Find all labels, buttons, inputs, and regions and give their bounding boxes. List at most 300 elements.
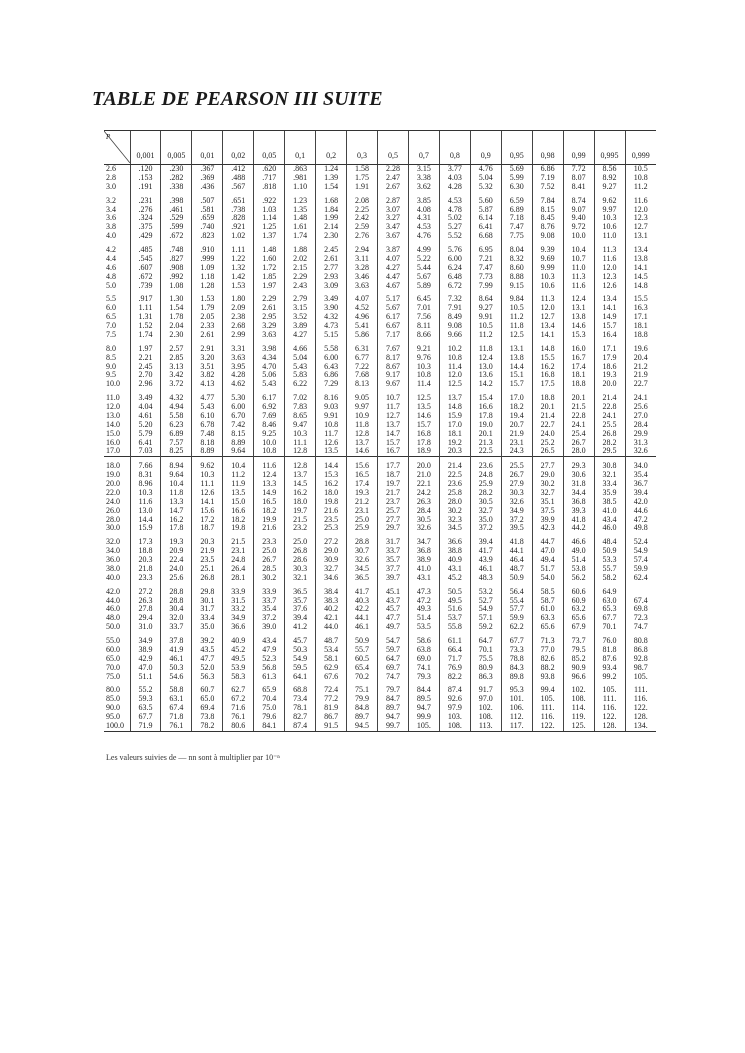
table-cell: 26.7 — [501, 471, 532, 480]
table-cell: 14.2 — [470, 380, 501, 389]
table-cell: 2.38 — [223, 313, 254, 322]
table-cell: 6.59 — [501, 197, 532, 206]
table-cell: 1.31 — [130, 313, 161, 322]
table-cell: 52.4 — [625, 538, 656, 547]
table-cell: 14.1 — [192, 498, 223, 507]
table-cell: 18.7 — [378, 471, 409, 480]
table-cell: 39.5 — [501, 524, 532, 533]
table-cell: 13.0 — [470, 363, 501, 372]
table-cell: 43.5 — [192, 646, 223, 655]
table-cell: 3.63 — [223, 354, 254, 363]
table-cell: 105. — [408, 722, 439, 731]
table-cell: 16.2 — [532, 363, 563, 372]
table-cell: 26.3 — [130, 597, 161, 606]
table-cell: 20.3 — [130, 556, 161, 565]
table-cell: 5.86 — [347, 331, 378, 340]
table-cell: 1.53 — [192, 295, 223, 304]
table-cell: 2.42 — [347, 214, 378, 223]
table-row — [104, 206, 656, 215]
table-cell: 102. — [470, 704, 501, 713]
table-cell: 11.8 — [470, 345, 501, 354]
table-cell: 23.1 — [501, 439, 532, 448]
table-cell: 6.17 — [254, 394, 285, 403]
table-cell: .981 — [285, 174, 316, 183]
table-cell: 7.91 — [439, 304, 470, 313]
table-cell — [625, 588, 656, 597]
table-cell: 1.39 — [316, 174, 347, 183]
table-cell: 12.5 — [501, 331, 532, 340]
table-cell: 18.2 — [223, 516, 254, 525]
table-cell: 31.7 — [378, 538, 409, 547]
table-cell: 1.61 — [285, 223, 316, 232]
table-cell: 22.1 — [408, 480, 439, 489]
table-cell: 2.99 — [223, 331, 254, 340]
row-label: 19.0 — [106, 471, 120, 480]
table-cell: .992 — [161, 273, 192, 282]
table-row — [104, 232, 656, 241]
table-cell: 8.46 — [254, 421, 285, 430]
table-cell: 8.32 — [501, 255, 532, 264]
table-cell: 49.5 — [223, 655, 254, 664]
table-cell: 1.02 — [223, 232, 254, 241]
table-cell: 111. — [594, 695, 625, 704]
table-cell: 4.27 — [285, 331, 316, 340]
table-cell: 34.5 — [439, 524, 470, 533]
table-cell: 4.76 — [408, 232, 439, 241]
table-cell: 41.8 — [563, 516, 594, 525]
table-cell: 49.5 — [439, 597, 470, 606]
table-cell: 13.8 — [563, 313, 594, 322]
table-cell: .828 — [223, 214, 254, 223]
table-cell: 6.41 — [470, 223, 501, 232]
table-cell: 80.8 — [625, 637, 656, 646]
table-cell: .921 — [223, 223, 254, 232]
table-cell: 45.2 — [439, 574, 470, 583]
table-cell: 59.5 — [285, 664, 316, 673]
table-cell: 17.4 — [563, 363, 594, 372]
table-cell: 9.40 — [563, 214, 594, 223]
table-cell: 10.8 — [316, 421, 347, 430]
table-cell: 122. — [594, 713, 625, 722]
table-cell: 28.5 — [254, 565, 285, 574]
table-cell: 50.9 — [347, 637, 378, 646]
table-cell: 2.47 — [378, 174, 409, 183]
table-cell: 1.08 — [161, 282, 192, 291]
table-cell: 12.5 — [408, 394, 439, 403]
table-cell: 52.3 — [254, 655, 285, 664]
table-cell: 5.27 — [439, 223, 470, 232]
table-cell: 30.2 — [254, 574, 285, 583]
table-cell: 19.9 — [254, 516, 285, 525]
table-cell: 7.73 — [470, 273, 501, 282]
table-cell: 3.52 — [285, 313, 316, 322]
table-cell: 77.0 — [532, 646, 563, 655]
table-cell: 29.9 — [625, 430, 656, 439]
table-cell: 3.89 — [285, 322, 316, 331]
table-cell: 13.3 — [254, 480, 285, 489]
table-cell: 24.1 — [625, 394, 656, 403]
row-label: 18.0 — [106, 462, 120, 471]
table-cell: 4.77 — [192, 394, 223, 403]
table-cell: 63.3 — [532, 614, 563, 623]
table-cell: 37.6 — [285, 605, 316, 614]
table-cell: 7.47 — [470, 264, 501, 273]
table-cell: 34.7 — [408, 538, 439, 547]
table-cell: 94.5 — [347, 722, 378, 731]
table-cell: 3.51 — [192, 363, 223, 372]
table-cell: .863 — [285, 165, 316, 174]
table-cell: 21.5 — [563, 403, 594, 412]
table-cell: 19.8 — [316, 498, 347, 507]
table-cell: 20.4 — [625, 354, 656, 363]
row-label: 85.0 — [106, 695, 120, 704]
table-cell: 108. — [563, 695, 594, 704]
table-cell: 17.8 — [470, 412, 501, 421]
table-cell: .581 — [192, 206, 223, 215]
table-cell: 11.3 — [594, 246, 625, 255]
table-cell: 59.7 — [378, 646, 409, 655]
table-cell: 1.97 — [130, 345, 161, 354]
table-cell: 79.7 — [378, 686, 409, 695]
table-cell: 9.91 — [316, 412, 347, 421]
table-cell: 21.3 — [470, 439, 501, 448]
table-cell: 41.7 — [347, 588, 378, 597]
row-label: 90.0 — [106, 704, 120, 713]
table-cell: 67.7 — [130, 713, 161, 722]
table-cell: 10.4 — [563, 246, 594, 255]
table-cell: 10.5 — [625, 165, 656, 174]
table-cell: 33.4 — [192, 614, 223, 623]
table-cell: 10.9 — [347, 412, 378, 421]
table-cell: 2.30 — [161, 331, 192, 340]
table-cell: 24.1 — [563, 421, 594, 430]
table-cell: 86.8 — [625, 646, 656, 655]
table-cell: 14.8 — [625, 282, 656, 291]
table-cell: 25.8 — [439, 489, 470, 498]
table-cell: 12.6 — [594, 282, 625, 291]
table-cell: 36.6 — [223, 623, 254, 632]
table-cell: 21.2 — [625, 363, 656, 372]
table-cell: 25.4 — [563, 430, 594, 439]
table-cell: 1.60 — [254, 255, 285, 264]
table-cell: .324 — [130, 214, 161, 223]
table-cell: 73.3 — [501, 646, 532, 655]
table-cell: 21.9 — [625, 371, 656, 380]
table-cell: 47.0 — [130, 664, 161, 673]
table-cell: 6.86 — [316, 371, 347, 380]
table-cell: 7.66 — [130, 462, 161, 471]
table-cell: 17.5 — [532, 380, 563, 389]
table-cell: 21.2 — [347, 498, 378, 507]
table-cell: 71.9 — [130, 722, 161, 731]
table-cell: 18.1 — [439, 430, 470, 439]
table-cell: 4.52 — [347, 304, 378, 313]
table-cell: 2.02 — [285, 255, 316, 264]
table-cell: 87.4 — [439, 686, 470, 695]
table-cell: 16.7 — [378, 447, 409, 456]
table-cell: 3.62 — [408, 183, 439, 192]
table-cell: 18.8 — [563, 380, 594, 389]
table-row — [104, 704, 656, 713]
table-cell: 122. — [625, 704, 656, 713]
column-header: 0,999 — [625, 131, 656, 165]
table-cell: 19.3 — [161, 538, 192, 547]
table-cell: 7.18 — [501, 214, 532, 223]
table-cell: 11.1 — [285, 439, 316, 448]
table-cell: 1.80 — [223, 295, 254, 304]
table-cell: 13.3 — [161, 498, 192, 507]
table-cell: 13.1 — [625, 232, 656, 241]
table-cell: 15.9 — [439, 412, 470, 421]
table-cell: 15.3 — [316, 471, 347, 480]
table-cell: 2.45 — [130, 363, 161, 372]
table-cell: 3.13 — [161, 363, 192, 372]
table-cell: 36.8 — [408, 547, 439, 556]
table-cell: 64.1 — [285, 673, 316, 682]
table-cell: 48.4 — [594, 538, 625, 547]
table-cell: 6.89 — [161, 430, 192, 439]
table-row — [104, 322, 656, 331]
row-label: 4.2 — [106, 246, 116, 254]
table-cell: 89.5 — [408, 695, 439, 704]
table-cell: 5.30 — [223, 394, 254, 403]
table-cell: 18.8 — [130, 547, 161, 556]
table-cell: 54.9 — [285, 655, 316, 664]
table-cell: 18.9 — [408, 447, 439, 456]
table-cell: 8.56 — [594, 165, 625, 174]
table-cell: 25.6 — [625, 403, 656, 412]
table-cell: 1.23 — [285, 197, 316, 206]
table-cell: .738 — [223, 206, 254, 215]
table-cell: 11.4 — [439, 363, 470, 372]
table-cell: 10.6 — [532, 282, 563, 291]
table-cell: 1.48 — [285, 214, 316, 223]
table-cell: 45.2 — [223, 646, 254, 655]
table-cell: 113. — [470, 722, 501, 731]
table-cell: 1.30 — [161, 295, 192, 304]
table-cell: 30.3 — [285, 565, 316, 574]
table-cell: 3.38 — [408, 174, 439, 183]
table-cell: 57.1 — [470, 614, 501, 623]
table-cell: 42.9 — [130, 655, 161, 664]
table-cell: 13.8 — [625, 255, 656, 264]
table-cell: 111. — [625, 686, 656, 695]
table-cell: 9.66 — [439, 331, 470, 340]
table-cell: 31.0 — [130, 623, 161, 632]
table-cell: 25.0 — [285, 538, 316, 547]
table-cell: 9.99 — [532, 264, 563, 273]
table-cell: 28.2 — [594, 439, 625, 448]
table-cell: 84.7 — [378, 695, 409, 704]
table-cell: 16.8 — [532, 371, 563, 380]
table-row — [104, 556, 656, 565]
table-cell: 3.63 — [347, 282, 378, 291]
table-cell: 23.7 — [378, 498, 409, 507]
row-label: 34.0 — [106, 547, 120, 556]
table-cell: 34.0 — [625, 462, 656, 471]
table-cell: 106. — [501, 704, 532, 713]
table-cell: .748 — [161, 246, 192, 255]
table-cell: 18.6 — [594, 363, 625, 372]
table-cell: 53.2 — [470, 588, 501, 597]
row-label: 8.5 — [106, 353, 116, 362]
table-cell: 80.6 — [223, 722, 254, 731]
table-cell: 105. — [532, 695, 563, 704]
table-cell: 38.4 — [316, 588, 347, 597]
table-row — [104, 304, 656, 313]
table-cell: .717 — [254, 174, 285, 183]
table-row — [104, 264, 656, 273]
table-cell: 3.07 — [378, 206, 409, 215]
table-cell: 20.1 — [470, 430, 501, 439]
table-cell: 1.84 — [316, 206, 347, 215]
table-cell: 1.74 — [130, 331, 161, 340]
table-cell: 73.4 — [285, 695, 316, 704]
table-cell: 128. — [594, 722, 625, 731]
table-cell: 70.1 — [594, 623, 625, 632]
table-cell: 26.8 — [192, 574, 223, 583]
table-cell: 11.2 — [501, 313, 532, 322]
table-cell: 9.97 — [347, 403, 378, 412]
table-cell: 19.7 — [285, 507, 316, 516]
table-cell: 23.6 — [439, 480, 470, 489]
table-cell: 9.47 — [285, 421, 316, 430]
table-cell: 38.9 — [408, 556, 439, 565]
table-cell: 64.7 — [378, 655, 409, 664]
table-cell: 26.7 — [254, 556, 285, 565]
table-cell: 1.25 — [254, 223, 285, 232]
table-row — [104, 246, 656, 255]
table-cell: 51.4 — [563, 556, 594, 565]
table-cell: 5.43 — [192, 403, 223, 412]
table-cell: 8.04 — [501, 246, 532, 255]
table-cell: 24.2 — [408, 489, 439, 498]
table-cell: 4.04 — [130, 403, 161, 412]
table-cell: 22.8 — [594, 403, 625, 412]
table-cell: 5.87 — [470, 206, 501, 215]
table-cell: 60.5 — [347, 655, 378, 664]
table-row — [104, 313, 656, 322]
table-cell: .485 — [130, 246, 161, 255]
table-cell: 32.7 — [316, 565, 347, 574]
table-cell: 8.17 — [378, 354, 409, 363]
table-cell: 119. — [563, 713, 594, 722]
table-cell: 49.3 — [408, 605, 439, 614]
table-cell: 9.05 — [347, 394, 378, 403]
row-label: 3.8 — [106, 223, 116, 232]
table-row — [104, 588, 656, 597]
table-cell: 22.5 — [439, 471, 470, 480]
table-cell: 36.7 — [625, 480, 656, 489]
table-cell: 38.5 — [594, 498, 625, 507]
table-cell: 7.47 — [501, 223, 532, 232]
table-cell: 4.67 — [378, 282, 409, 291]
table-cell: 12.3 — [594, 273, 625, 282]
table-cell: 3.29 — [254, 322, 285, 331]
column-header: 0,005 — [161, 131, 192, 165]
table-cell: .153 — [130, 174, 161, 183]
table-cell: 77.2 — [316, 695, 347, 704]
table-cell: 4.78 — [439, 206, 470, 215]
column-header: 0,02 — [223, 131, 254, 165]
table-cell: 4.28 — [223, 371, 254, 380]
table-row — [104, 673, 656, 682]
table-cell: 3.42 — [161, 371, 192, 380]
table-cell: 20.0 — [594, 380, 625, 389]
table-cell: 69.0 — [408, 655, 439, 664]
table-cell: 47.0 — [532, 547, 563, 556]
table-row — [104, 547, 656, 556]
table-cell: 46.1 — [470, 565, 501, 574]
table-cell: 1.72 — [254, 264, 285, 273]
table-cell: 47.2 — [625, 516, 656, 525]
table-body — [104, 165, 656, 732]
table-cell: 32.6 — [408, 524, 439, 533]
table-cell: 53.5 — [408, 623, 439, 632]
table-cell: 61.1 — [439, 637, 470, 646]
table-cell: 6.67 — [378, 322, 409, 331]
table-cell: 11.4 — [408, 380, 439, 389]
table-cell: 3.95 — [223, 363, 254, 372]
table-cell: 99.2 — [594, 673, 625, 682]
table-cell: .507 — [192, 197, 223, 206]
table-cell: 5.41 — [347, 322, 378, 331]
table-cell: 7.56 — [408, 313, 439, 322]
table-cell: 7.99 — [470, 282, 501, 291]
table-row — [104, 165, 656, 174]
table-cell: 6.17 — [378, 313, 409, 322]
table-cell: 15.7 — [594, 322, 625, 331]
table-cell: 29.4 — [130, 614, 161, 623]
table-cell: 2.57 — [161, 345, 192, 354]
table-cell: 20.9 — [161, 547, 192, 556]
table-cell: .120 — [130, 165, 161, 174]
table-cell: 62.7 — [223, 686, 254, 695]
table-cell: 57.4 — [625, 556, 656, 565]
table-row — [104, 516, 656, 525]
table-cell: 1.91 — [347, 183, 378, 192]
row-label: 6.0 — [106, 304, 116, 313]
table-cell: 63.2 — [563, 605, 594, 614]
table-cell: 10.8 — [439, 354, 470, 363]
table-cell: 39.3 — [563, 507, 594, 516]
table-cell: 13.8 — [501, 354, 532, 363]
table-cell: .545 — [130, 255, 161, 264]
table-cell: 56.3 — [192, 673, 223, 682]
table-cell: 78.2 — [192, 722, 223, 731]
table-cell: 60.6 — [563, 588, 594, 597]
table-cell: 6.77 — [347, 354, 378, 363]
table-cell: 10.8 — [254, 447, 285, 456]
table-cell: 48.7 — [316, 637, 347, 646]
table-row — [104, 197, 656, 206]
table-cell: 70.4 — [254, 695, 285, 704]
table-cell: 20.1 — [563, 394, 594, 403]
table-cell: 13.1 — [563, 304, 594, 313]
table-cell: 43.1 — [439, 565, 470, 574]
table-cell: 4.47 — [378, 273, 409, 282]
table-cell: 8.07 — [563, 174, 594, 183]
table-cell: 47.9 — [254, 646, 285, 655]
table-cell: 25.9 — [470, 480, 501, 489]
table-cell: 84.3 — [501, 664, 532, 673]
table-cell: 2.14 — [316, 223, 347, 232]
table-row — [104, 363, 656, 372]
table-cell: 99.4 — [532, 686, 563, 695]
table-cell: 65.6 — [563, 614, 594, 623]
table-cell: 42.0 — [625, 498, 656, 507]
table-cell: 89.7 — [378, 704, 409, 713]
